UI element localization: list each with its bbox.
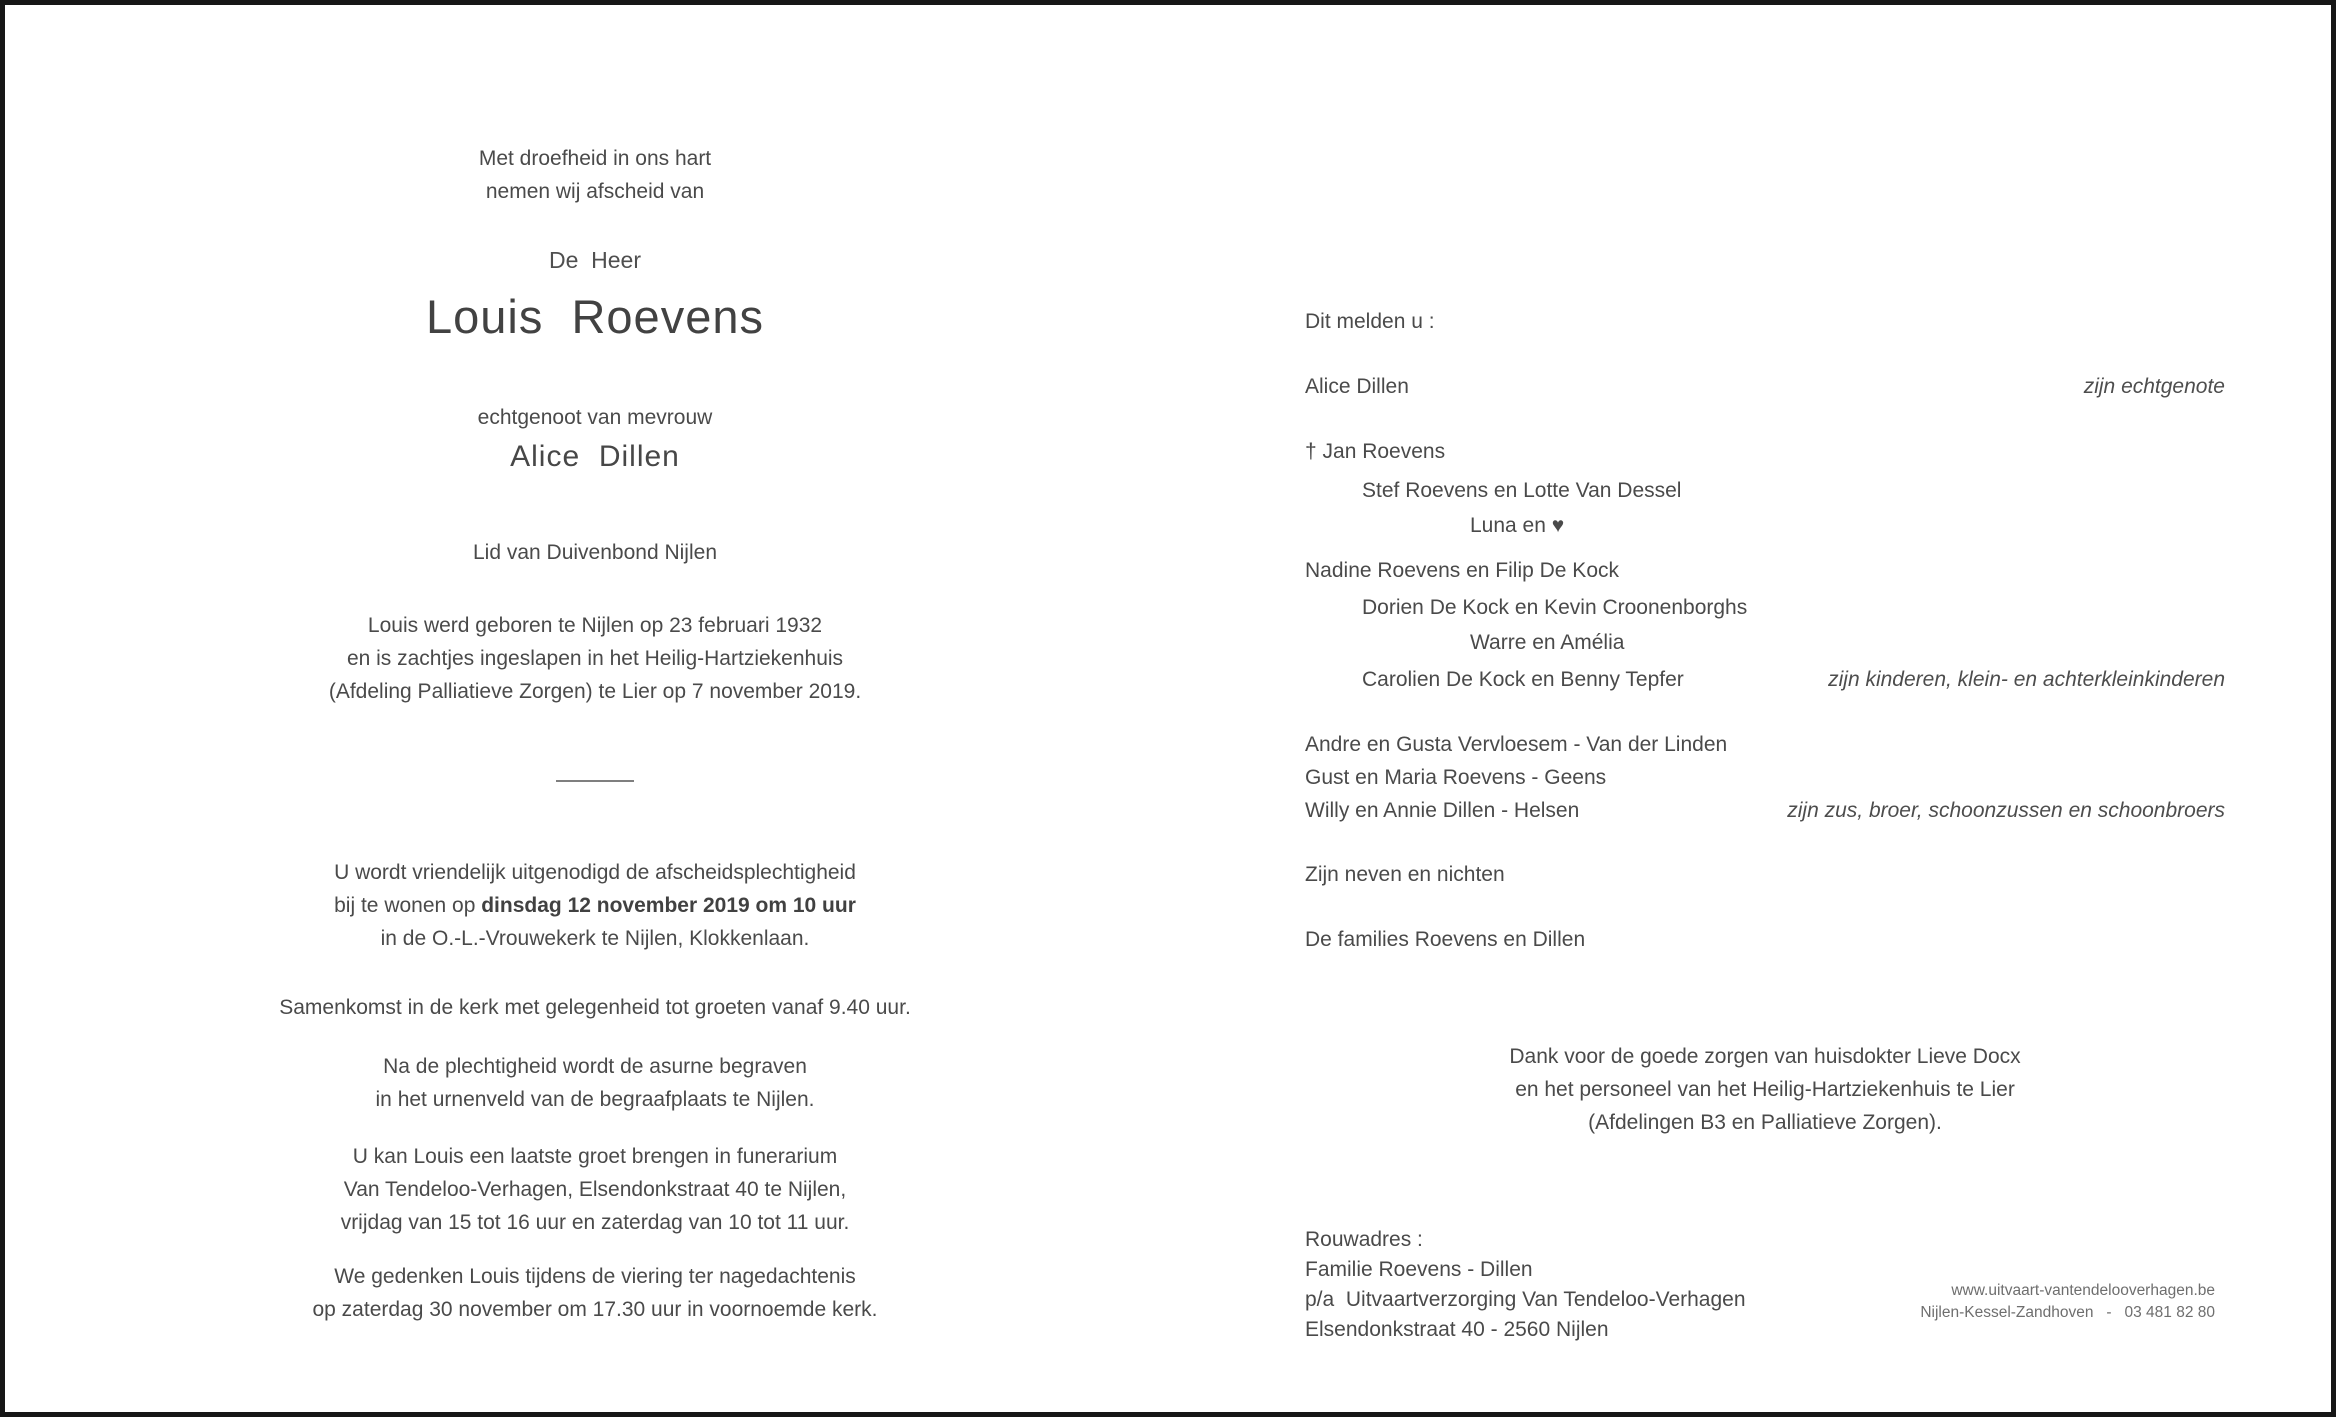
- burial-line-1: Na de plechtigheid wordt de asurne begraven: [383, 1055, 807, 1078]
- memorial-line-1: We gedenken Louis tijdens de viering ter nagedachtenis: [334, 1265, 856, 1288]
- deceased-name: Louis Roevens: [426, 290, 764, 343]
- ceremony-line-3: in de O.-L.-Vrouwekerk te Nijlen, Klokkenlaan.: [380, 927, 810, 950]
- announce-label: Dit melden u :: [1305, 310, 1435, 333]
- grandchild-carolien: Carolien De Kock en Benny Tepfer: [1362, 668, 1684, 691]
- ceremony-line-2: [210, 889, 980, 922]
- children-role: zijn kinderen, klein- en achterkleinkinderen: [1828, 668, 2225, 691]
- undertaker-location-phone: Nijlen-Kessel-Zandhoven - 03 481 82 80: [1920, 1304, 2215, 1321]
- life-line-1: Louis werd geboren te Nijlen op 23 februari 1932: [367, 614, 823, 637]
- sibling-line-2: Gust en Maria Roevens - Geens: [1305, 766, 1607, 789]
- funerarium-line-2: Van Tendeloo-Verhagen, Elsendonkstraat 40 te Nijlen,: [343, 1178, 847, 1201]
- deceased-son-name: † Jan Roevens: [1305, 440, 1446, 463]
- life-dates-block: [210, 609, 980, 708]
- funerarium-line-3: vrijdag van 15 tot 16 uur en zaterdag van 10 tot 11 uur.: [340, 1211, 850, 1234]
- grandchild-carolien-row: [1305, 663, 2225, 696]
- burial-line-2: in het urnenveld van de begraafplaats te Nijlen.: [375, 1088, 815, 1111]
- widow-role: zijn echtgenote: [2083, 375, 2225, 398]
- child-nadine: Nadine Roevens en Filip De Kock: [1305, 559, 1619, 582]
- memorial-block: [210, 1260, 980, 1326]
- ceremony-line-1: U wordt vriendelijk uitgenodigd de afscheidsplechtigheid: [334, 861, 856, 884]
- funerarium-block: [210, 1140, 980, 1239]
- mourning-address-line-2: p/a Uitvaartverzorging Van Tendeloo-Verhagen: [1305, 1288, 1746, 1311]
- siblings-role: zijn zus, broer, schoonzussen en schoonbroers: [1787, 799, 2225, 822]
- life-line-3: (Afdeling Palliatieve Zorgen) te Lier op 7 november 2019.: [328, 680, 862, 703]
- right-column: [1305, 5, 2225, 1345]
- left-column: [210, 5, 980, 1326]
- burial-block: [210, 1050, 980, 1116]
- grandchild-luna: Luna en ♥: [1470, 514, 1565, 537]
- salutation: De Heer: [548, 247, 642, 273]
- children-block: [1305, 474, 2225, 696]
- widow-name: Alice Dillen: [1305, 375, 1409, 398]
- thanks-line-2: en het personeel van het Heilig-Hartziekenhuis te Lier: [1515, 1078, 2015, 1101]
- siblings-block: [1305, 728, 2225, 827]
- thanks-block: [1305, 1040, 2225, 1139]
- sibling-line-3: Willy en Annie Dillen - Helsen: [1305, 799, 1580, 822]
- membership-note: Lid van Duivenbond Nijlen: [473, 541, 717, 564]
- section-divider: [556, 780, 634, 782]
- sibling-line-1: Andre en Gusta Vervloesem - Van der Linden: [1305, 733, 1728, 756]
- ceremony-line-2-prefix: bij te wonen op: [334, 894, 482, 917]
- spouse-name: Alice Dillen: [510, 440, 680, 473]
- nephews-note: Zijn neven en nichten: [1305, 863, 1505, 886]
- memorial-line-2: op zaterdag 30 november om 17.30 uur in voornoemde kerk.: [312, 1298, 878, 1321]
- sibling-row-3: [1305, 794, 2225, 827]
- greatgrandchildren-warre-amelia: Warre en Amélia: [1470, 631, 1625, 654]
- spouse-label: echtgenoot van mevrouw: [477, 406, 713, 429]
- ceremony-block: [210, 856, 980, 955]
- mourning-address-line-1: Familie Roevens - Dillen: [1305, 1258, 1533, 1281]
- child-stef: Stef Roevens en Lotte Van Dessel: [1362, 479, 1682, 502]
- intro-line-1: Met droefheid in ons hart: [478, 147, 712, 170]
- widow-row: [1305, 370, 2225, 403]
- undertaker-footer: [1920, 1280, 2215, 1324]
- mourning-address-label: Rouwadres :: [1305, 1228, 1423, 1251]
- intro-line-2: nemen wij afscheid van: [485, 180, 705, 203]
- mourning-address-line-3: Elsendonkstraat 40 - 2560 Nijlen: [1305, 1318, 1609, 1341]
- thanks-line-1: Dank voor de goede zorgen van huisdokter Lieve Docx: [1509, 1045, 2021, 1068]
- life-line-2: en is zachtjes ingeslapen in het Heilig-Hartziekenhuis: [346, 647, 844, 670]
- thanks-line-3: (Afdelingen B3 en Palliatieve Zorgen).: [1588, 1111, 1942, 1134]
- gathering-note: Samenkomst in de kerk met gelegenheid tot groeten vanaf 9.40 uur.: [279, 996, 911, 1019]
- families-note: De families Roevens en Dillen: [1305, 928, 1586, 951]
- ceremony-date-bold: dinsdag 12 november 2019 om 10 uur: [481, 894, 856, 917]
- undertaker-website: www.uitvaart-vantendelooverhagen.be: [1951, 1282, 2215, 1299]
- intro-block: [210, 142, 980, 208]
- funerarium-line-1: U kan Louis een laatste groet brengen in funerarium: [352, 1145, 838, 1168]
- grandchild-dorien: Dorien De Kock en Kevin Croonenborghs: [1362, 596, 1748, 619]
